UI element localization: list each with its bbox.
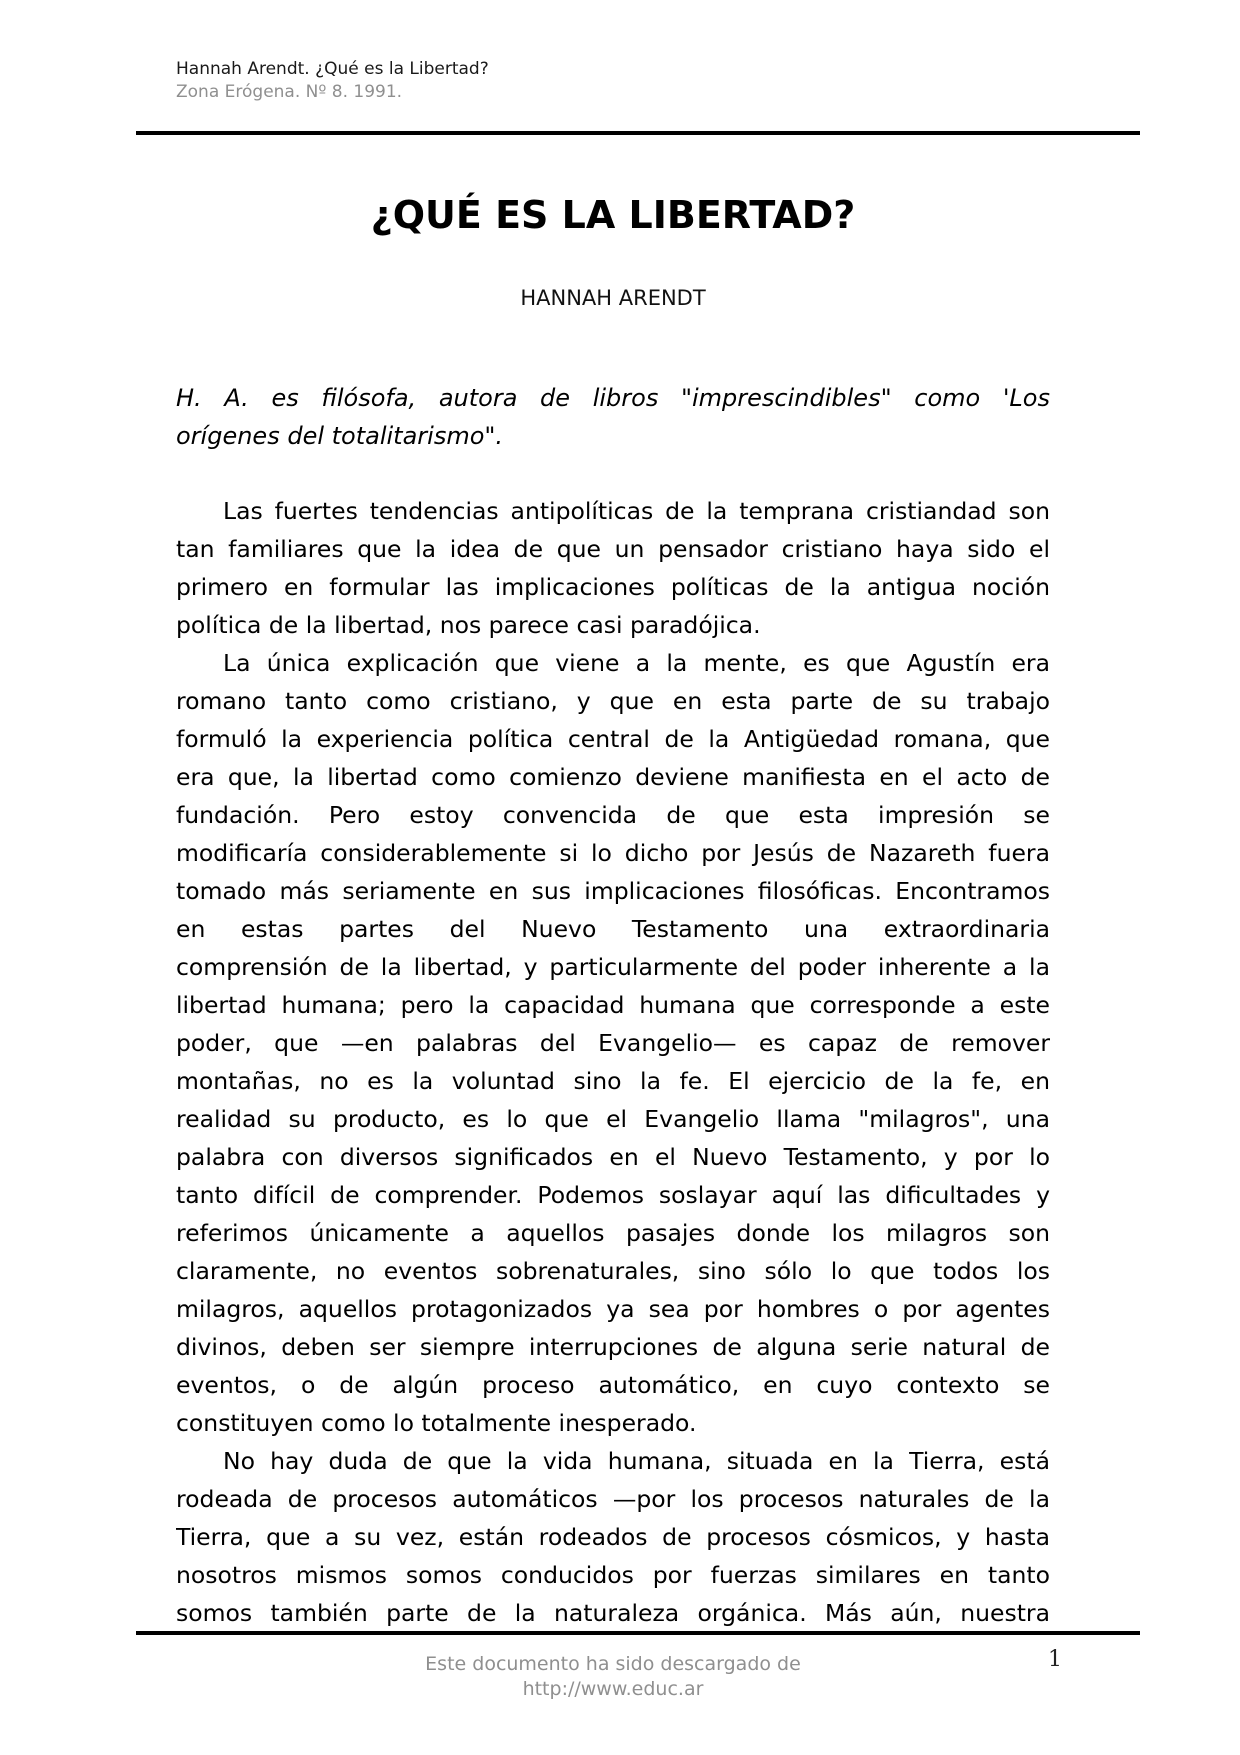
article-body [176,492,1050,1632]
footer-note-line1: Este documento ha sido descargado de [425,1653,801,1675]
text-line: tomado más seriamente en sus implicaciones filosóficas. Encontramos [176,877,1050,905]
text-line: No hay duda de que la vida humana, situada en la Tierra, está [223,1447,1050,1475]
lead-paragraph [176,379,1050,455]
text-line: montañas, no es la voluntad sino la fe. El ejercicio de la fe, en [176,1067,1050,1095]
text-line: primero en formular las implicaciones políticas de la antigua noción [176,573,1050,601]
footer-rule [136,1631,1140,1635]
text-line: referimos únicamente a aquellos pasajes donde los milagros son [176,1219,1050,1247]
page-number: 1 [1048,1647,1062,1672]
footer-note [176,1652,1050,1702]
text-line: somos también parte de la naturaleza orgánica. Más aún, nuestra [176,1599,1050,1627]
text-line: milagros, aquellos protagonizados ya sea por hombres o por agentes [176,1295,1050,1323]
text-line: tanto difícil de comprender. Podemos soslayar aquí las dificultades y [176,1181,1050,1209]
text-line: claramente, no eventos sobrenaturales, sino sólo lo que todos los [176,1257,1050,1285]
text-line: fundación. Pero estoy convencida de que esta impresión se [176,801,1050,829]
text-line: Tierra, que a su vez, están rodeados de procesos cósmicos, y hasta [176,1523,1050,1551]
text-line: rodeada de procesos automáticos —por los procesos naturales de la [176,1485,1050,1513]
article-author: HANNAH ARENDT [520,286,706,310]
header-rule [136,131,1140,135]
text-line: eventos, o de algún proceso automático, en cuyo contexto se [176,1371,1050,1399]
text-line: nosotros mismos somos conducidos por fuerzas similares en tanto [176,1561,1050,1589]
text-line: Las fuertes tendencias antipolíticas de la temprana cristiandad son [223,497,1050,525]
footer-note-line2: http://www.educ.ar [522,1678,704,1700]
text-line: política de la libertad, nos parece casi paradójica. [176,611,761,639]
text-line: palabra con diversos significados en el Nuevo Testamento, y por lo [176,1143,1050,1171]
text-line: romano tanto como cristiano, y que en esta parte de su trabajo [176,687,1050,715]
header-issue: Zona Erógena. Nº 8. 1991. [176,82,403,102]
text-line: poder, que —en palabras del Evangelio— es capaz de remover [176,1029,1050,1057]
text-line: tan familiares que la idea de que un pensador cristiano haya sido el [176,535,1050,563]
article-title: ¿QUÉ ES LA LIBERTAD? [370,193,856,237]
text-line: orígenes del totalitarismo". [176,422,504,450]
text-line: divinos, deben ser siempre interrupciones de alguna serie natural de [176,1333,1050,1361]
text-line: en estas partes del Nuevo Testamento una extraordinaria [176,915,1050,943]
text-line: comprensión de la libertad, y particularmente del poder inherente a la [176,953,1050,981]
text-line: formuló la experiencia política central de la Antigüedad romana, que [176,725,1050,753]
text-line: realidad su producto, es lo que el Evangelio llama "milagros", una [176,1105,1050,1133]
paragraph [176,1442,1050,1632]
paragraph [176,492,1050,644]
text-line: libertad humana; pero la capacidad humana que corresponde a este [176,991,1050,1019]
paragraph [176,644,1050,1442]
page-header [176,58,489,104]
text-line: era que, la libertad como comienzo deviene manifiesta en el acto de [176,763,1050,791]
text-line: modificaría considerablemente si lo dicho por Jesús de Nazareth fuera [176,839,1050,867]
text-line: H. A. es filósofa, autora de libros "imprescindibles" como 'Los [176,384,1050,412]
text-line: La única explicación que viene a la mente, es que Agustín era [223,649,1050,677]
text-line: constituyen como lo totalmente inesperado. [176,1409,697,1437]
header-title: Hannah Arendt. ¿Qué es la Libertad? [176,59,489,79]
